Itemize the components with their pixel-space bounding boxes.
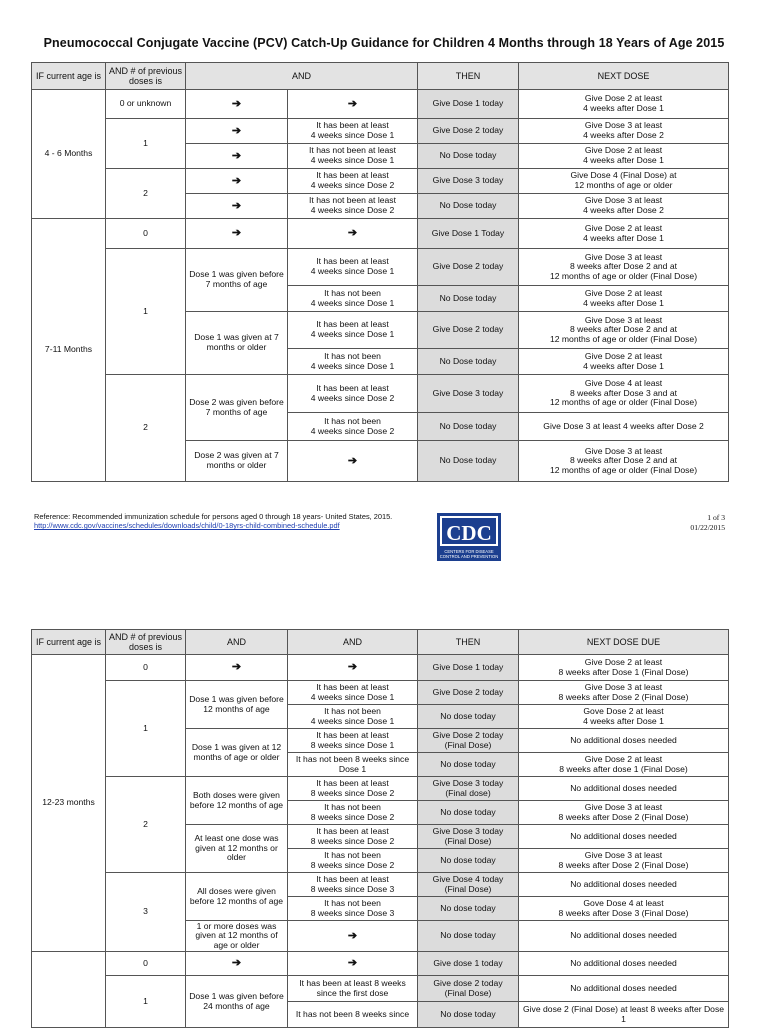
table-row [32,249,729,286]
catch-up-table-12-23-months [31,629,729,1028]
then-cell: Give Dose 3 today [418,375,519,413]
doses-cell: 2 [106,777,186,873]
table-row [32,90,729,119]
arrow-icon: ➔ [186,119,288,144]
next-dose-cell: Give Dose 2 at least 4 weeks after Dose 1 [519,349,729,375]
then-cell: Give Dose 3 today (Final dose) [418,777,519,801]
and-condition-cell: It has not been at least 4 weeks since Dose 1 [288,144,418,169]
next-dose-cell: Give dose 2 (Final Dose) at least 8 weeks after Dose 1 [519,1002,729,1028]
and-condition-cell: It has been at least 8 weeks since Dose 3 [288,873,418,897]
next-dose-cell: Give Dose 2 at least 4 weeks after Dose 1 [519,144,729,169]
then-cell: Give Dose 2 today (Final Dose) [418,729,519,753]
then-cell: Give Dose 2 today [418,249,519,286]
then-cell: No Dose today [418,349,519,375]
arrow-icon: ➔ [186,952,288,976]
reference-text: Reference: Recommended immunization schedule for persons aged 0 through 18 years- United States, 2015. [34,512,393,521]
next-dose-cell: No additional doses needed [519,777,729,801]
header-and-2: AND [288,630,418,655]
page-title: Pneumococcal Conjugate Vaccine (PCV) Catch-Up Guidance for Children 4 Months through 18 Years of Age 2015 [43,36,725,50]
and-condition-cell: It has been at least 4 weeks since Dose 1 [288,249,418,286]
and-condition-cell: It has been at least 8 weeks since the first dose [288,976,418,1002]
table-row [32,655,729,681]
next-dose-cell: Give Dose 4 (Final Dose) at 12 months of age or older [519,169,729,194]
and-condition-cell: It has been at least 4 weeks since Dose 2 [288,169,418,194]
next-dose-cell: No additional doses needed [519,976,729,1002]
then-cell: No Dose today [418,194,519,219]
and-condition-cell: It has not been 8 weeks since [288,1002,418,1028]
condition-cell: Dose 1 was given before 7 months of age [186,249,288,312]
next-dose-cell: Gove Dose 4 at least 8 weeks after Dose 3 (Final Dose) [519,897,729,921]
then-cell: Give Dose 2 today [418,312,519,349]
doses-cell: 0 [106,655,186,681]
next-dose-cell: Give Dose 2 at least 8 weeks after dose 1 (Final Dose) [519,753,729,777]
arrow-icon: ➔ [288,441,418,482]
next-dose-cell: Gove Dose 2 at least 4 weeks after Dose 1 [519,705,729,729]
table-row [32,169,729,194]
doses-cell: 1 [106,249,186,375]
arrow-icon: ➔ [186,655,288,681]
next-dose-cell: Give Dose 2 at least 4 weeks after Dose 1 [519,219,729,249]
page-info [600,513,725,533]
next-dose-cell: Give Dose 4 at least 8 weeks after Dose 3 and at 12 months of age or older (Final Dose) [519,375,729,413]
arrow-icon: ➔ [186,144,288,169]
cdc-logo [437,513,501,561]
next-dose-cell: Give Dose 3 at least 8 weeks after Dose 2 and at 12 months of age or older (Final Dose) [519,312,729,349]
age-group-cell: 7-11 Months [32,219,106,482]
next-dose-cell: Give Dose 2 at least 4 weeks after Dose 1 [519,90,729,119]
arrow-icon: ➔ [186,90,288,119]
next-dose-cell: Give Dose 3 at least 8 weeks after Dose 2 and at 12 months of age or older (Final Dose) [519,249,729,286]
condition-cell: All doses were given before 12 months of age [186,873,288,921]
next-dose-cell: Give Dose 3 at least 8 weeks after Dose 2 (Final Dose) [519,681,729,705]
logo-subtitle-1: CENTERS FOR DISEASE [444,549,494,554]
arrow-icon: ➔ [288,219,418,249]
then-cell: Give Dose 1 Today [418,219,519,249]
table-row [32,777,729,801]
doses-cell: 0 or unknown [106,90,186,119]
condition-cell: 1 or more doses was given at 12 months of age or older [186,921,288,952]
then-cell: No dose today [418,1002,519,1028]
and-condition-cell: It has not been 8 weeks since Dose 2 [288,801,418,825]
header-current-age: IF current age is [32,630,106,655]
condition-cell: Dose 1 was given before 12 months of age [186,681,288,729]
then-cell: No Dose today [418,144,519,169]
table-row [32,119,729,144]
doses-cell: 3 [106,873,186,952]
and-condition-cell: It has been at least 8 weeks since Dose 1 [288,729,418,753]
page-number: 1 of 3 [707,513,725,522]
header-and: AND [186,630,288,655]
next-dose-cell: No additional doses needed [519,921,729,952]
and-condition-cell: It has not been 8 weeks since Dose 2 [288,849,418,873]
header-current-age: IF current age is [32,63,106,90]
header-previous-doses: AND # of previous doses is [106,63,186,90]
arrow-icon: ➔ [288,952,418,976]
next-dose-cell: Give Dose 2 at least 4 weeks after Dose 1 [519,286,729,312]
next-dose-cell: Give Dose 3 at least 4 weeks after Dose 2 [519,413,729,441]
and-condition-cell: It has not been 4 weeks since Dose 1 [288,286,418,312]
doses-cell: 1 [106,681,186,777]
table-row [32,952,729,976]
table-header-row [32,63,729,90]
and-condition-cell: It has not been 4 weeks since Dose 1 [288,705,418,729]
then-cell: No dose today [418,801,519,825]
doses-cell: 1 [106,976,186,1028]
next-dose-cell: Give Dose 3 at least 4 weeks after Dose 2 [519,119,729,144]
header-next-dose: NEXT DOSE [519,63,729,90]
next-dose-cell: Give Dose 3 at least 4 weeks after Dose 2 [519,194,729,219]
then-cell: No Dose today [418,286,519,312]
then-cell: Give Dose 3 today (Final Dose) [418,825,519,849]
and-condition-cell: It has not been 8 weeks since Dose 1 [288,753,418,777]
next-dose-cell: No additional doses needed [519,825,729,849]
and-condition-cell: It has been at least 8 weeks since Dose 2 [288,777,418,801]
logo-subtitle-2: CONTROL AND PREVENTION [439,554,499,559]
header-then: THEN [418,63,519,90]
next-dose-cell: No additional doses needed [519,873,729,897]
table-row [32,219,729,249]
next-dose-cell: Give Dose 3 at least 8 weeks after Dose 2 (Final Dose) [519,849,729,873]
and-condition-cell: It has been at least 4 weeks since Dose 1 [288,681,418,705]
arrow-icon: ➔ [288,90,418,119]
doses-cell: 0 [106,219,186,249]
doses-cell: 2 [106,169,186,219]
age-group-cell [32,952,106,1028]
next-dose-cell: Give Dose 3 at least 8 weeks after Dose 2 (Final Dose) [519,801,729,825]
condition-cell: At least one dose was given at 12 months or older [186,825,288,873]
condition-cell: Dose 2 was given before 7 months of age [186,375,288,441]
and-condition-cell: It has been at least 4 weeks since Dose 1 [288,312,418,349]
and-condition-cell: It has been at least 8 weeks since Dose 2 [288,825,418,849]
table-row [32,873,729,897]
reference-note [34,512,392,531]
doses-cell: 1 [106,119,186,169]
next-dose-cell: Give Dose 3 at least 8 weeks after Dose 2 and at 12 months of age or older (Final Dose) [519,441,729,482]
and-condition-cell: It has not been 4 weeks since Dose 1 [288,349,418,375]
table-header-row [32,630,729,655]
condition-cell: Dose 1 was given before 24 months of age [186,976,288,1028]
condition-cell: Both doses were given before 12 months of age [186,777,288,825]
then-cell: No dose today [418,921,519,952]
then-cell: Give Dose 3 today [418,169,519,194]
then-cell: No dose today [418,897,519,921]
then-cell: No Dose today [418,441,519,482]
catch-up-table-4-11-months [31,62,729,482]
then-cell: Give dose 1 today [418,952,519,976]
doses-cell: 2 [106,375,186,482]
then-cell: Give Dose 1 today [418,90,519,119]
table-row [32,681,729,705]
header-then: THEN [418,630,519,655]
condition-cell: Dose 1 was given at 12 months of age or older [186,729,288,777]
page-date: 01/22/2015 [690,522,725,532]
and-condition-cell: It has been at least 4 weeks since Dose 1 [288,119,418,144]
and-condition-cell: It has not been at least 4 weeks since Dose 2 [288,194,418,219]
then-cell: Give Dose 2 today [418,119,519,144]
then-cell: Give dose 2 today (Final Dose) [418,976,519,1002]
next-dose-cell: Give Dose 2 at least 8 weeks after Dose 1 (Final Dose) [519,655,729,681]
then-cell: Give Dose 4 today (Final Dose) [418,873,519,897]
table-row [32,375,729,413]
header-next-dose-due: NEXT DOSE DUE [519,630,729,655]
header-and: AND [186,63,418,90]
then-cell: Give Dose 2 today [418,681,519,705]
age-group-cell: 4 - 6 Months [32,90,106,219]
arrow-icon: ➔ [186,194,288,219]
next-dose-cell: No additional doses needed [519,952,729,976]
then-cell: No dose today [418,849,519,873]
age-group-cell: 12-23 months [32,655,106,952]
condition-cell: Dose 2 was given at 7 months or older [186,441,288,482]
arrow-icon: ➔ [288,921,418,952]
reference-link[interactable]: http://www.cdc.gov/vaccines/schedules/downloads/child/0-18yrs-child-combined-schedule.pdf [34,521,340,531]
and-condition-cell: It has been at least 4 weeks since Dose 2 [288,375,418,413]
then-cell: No dose today [418,753,519,777]
header-previous-doses: AND # of previous doses is [106,630,186,655]
table-row [32,976,729,1002]
and-condition-cell: It has not been 8 weeks since Dose 3 [288,897,418,921]
arrow-icon: ➔ [288,655,418,681]
logo-text: CDC [446,521,492,545]
then-cell: No Dose today [418,413,519,441]
next-dose-cell: No additional doses needed [519,729,729,753]
arrow-icon: ➔ [186,219,288,249]
then-cell: No dose today [418,705,519,729]
condition-cell: Dose 1 was given at 7 months or older [186,312,288,375]
doses-cell: 0 [106,952,186,976]
arrow-icon: ➔ [186,169,288,194]
then-cell: Give Dose 1 today [418,655,519,681]
and-condition-cell: It has not been 4 weeks since Dose 2 [288,413,418,441]
